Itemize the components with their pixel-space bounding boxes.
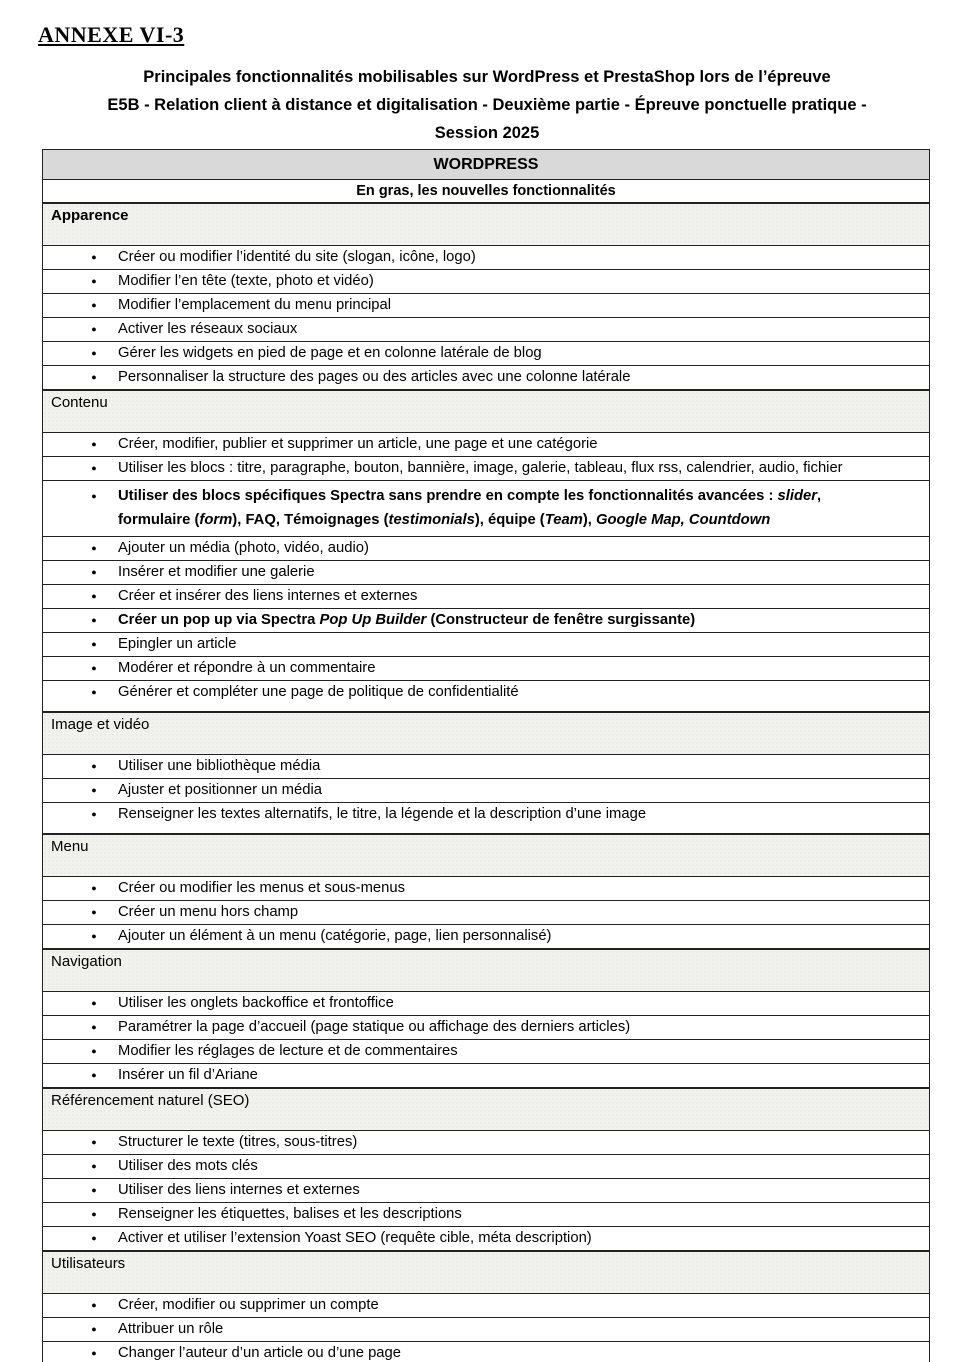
- bullet-icon: ●: [91, 1324, 97, 1334]
- section-title: Utilisateurs: [51, 1255, 126, 1272]
- document-title-line-3: Session 2025: [434, 124, 540, 142]
- item-label: Gérer les widgets en pied de page et en colonne latérale de blog: [118, 345, 542, 361]
- bullet-icon: ●: [91, 1046, 97, 1056]
- document-title: [0, 63, 974, 147]
- item-label: Structurer le texte (titres, sous-titres): [118, 1134, 358, 1150]
- table-header: WORDPRESS: [43, 150, 929, 180]
- table-row: [43, 1040, 929, 1064]
- table-row: [43, 481, 929, 537]
- table-row: [43, 901, 929, 925]
- item-label: Modifier l’en tête (texte, photo et vidéo): [118, 273, 374, 289]
- table-row: [43, 992, 929, 1016]
- item-label: Générer et compléter une page de politique de confidentialité: [118, 684, 519, 700]
- item-label: Utiliser les blocs : titre, paragraphe, bouton, bannière, image, galerie, tableau, flux rss, calendrier, audio, fichier: [118, 460, 843, 476]
- table-row: [43, 246, 929, 270]
- table-row: [43, 1203, 929, 1227]
- document-title-line-1: Principales fonctionnalités mobilisables sur WordPress et PrestaShop lors de l’épreuve: [143, 68, 831, 86]
- bullet-icon: ●: [91, 615, 97, 625]
- table-row: [43, 755, 929, 779]
- bullet-icon: ●: [91, 809, 97, 819]
- table-row: [43, 433, 929, 457]
- item-label: Créer ou modifier les menus et sous-menus: [118, 880, 406, 896]
- bullet-icon: ●: [91, 1209, 97, 1219]
- bullet-icon: ●: [91, 761, 97, 771]
- table-row: [43, 366, 929, 390]
- table-subheader: En gras, les nouvelles fonctionnalités: [43, 180, 929, 203]
- bullet-icon: ●: [91, 639, 97, 649]
- item-label: Personnaliser la structure des pages ou des articles avec une colonne latérale: [118, 369, 631, 385]
- table-row: [43, 803, 929, 834]
- item-label: Epingler un article: [118, 636, 237, 652]
- table-row: [43, 585, 929, 609]
- table-row: [43, 1155, 929, 1179]
- section-title: Contenu: [51, 394, 108, 411]
- item-label: Paramétrer la page d’accueil (page statique ou affichage des derniers articles): [118, 1019, 631, 1035]
- item-label: Créer, modifier, publier et supprimer un article, une page et une catégorie: [118, 436, 598, 452]
- section-title: Navigation: [51, 953, 122, 970]
- item-label: Modifier les réglages de lecture et de commentaires: [118, 1043, 458, 1059]
- item-label: Utiliser des blocs spécifiques Spectra sans prendre en compte les fonctionnalités avancées : slider, formulaire (form), FAQ, Témoignages (testimonials), équipe (Team), Google Map, Countdown: [118, 488, 822, 528]
- item-label: Ajouter un média (photo, vidéo, audio): [118, 540, 369, 556]
- bullet-icon: ●: [91, 1161, 97, 1171]
- bullet-icon: ●: [91, 463, 97, 473]
- table-row: [43, 318, 929, 342]
- table-row: [43, 1179, 929, 1203]
- bullet-icon: ●: [91, 785, 97, 795]
- section-header-referencement-seo: [43, 1088, 929, 1131]
- item-label: Modifier l’emplacement du menu principal: [118, 297, 392, 313]
- wordpress-table: [42, 149, 930, 1362]
- item-label: Renseigner les textes alternatifs, le titre, la légende et la description d’une image: [118, 806, 647, 822]
- table-row: [43, 681, 929, 712]
- bullet-icon: ●: [91, 348, 97, 358]
- bullet-icon: ●: [91, 276, 97, 286]
- bullet-icon: ●: [91, 1233, 97, 1243]
- annex-label: ANNEXE VI-3: [38, 22, 185, 47]
- table-row: [43, 1227, 929, 1251]
- bullet-icon: ●: [91, 1137, 97, 1147]
- bullet-icon: ●: [91, 907, 97, 917]
- bullet-icon: ●: [91, 663, 97, 673]
- table-body: [43, 203, 929, 1362]
- table-row: [43, 1342, 929, 1362]
- bullet-icon: ●: [91, 1185, 97, 1195]
- table-row: [43, 537, 929, 561]
- section-header-contenu: [43, 390, 929, 433]
- item-label: Utiliser des liens internes et externes: [118, 1182, 360, 1198]
- bullet-icon: ●: [91, 1070, 97, 1080]
- table-row: [43, 561, 929, 585]
- table-row: [43, 457, 929, 481]
- item-label: Créer un menu hors champ: [118, 904, 299, 920]
- table-row: [43, 1294, 929, 1318]
- bullet-icon: ●: [91, 491, 97, 501]
- table-row: [43, 877, 929, 901]
- section-title: Menu: [51, 838, 89, 855]
- bullet-icon: ●: [91, 1300, 97, 1310]
- item-label: Activer les réseaux sociaux: [118, 321, 298, 337]
- item-label: Ajuster et positionner un média: [118, 782, 322, 798]
- bullet-icon: ●: [91, 324, 97, 334]
- table-row: [43, 270, 929, 294]
- section-header-menu: [43, 834, 929, 877]
- bullet-icon: ●: [91, 567, 97, 577]
- table-row: [43, 779, 929, 803]
- item-label: Insérer un fil d’Ariane: [118, 1067, 258, 1083]
- item-label: Créer et insérer des liens internes et externes: [118, 588, 418, 604]
- item-label: Créer, modifier ou supprimer un compte: [118, 1297, 379, 1313]
- table-row: [43, 925, 929, 949]
- bullet-icon: ●: [91, 300, 97, 310]
- item-label: Utiliser des mots clés: [118, 1158, 258, 1174]
- section-title: Apparence: [51, 207, 129, 224]
- bullet-icon: ●: [91, 543, 97, 553]
- bullet-icon: ●: [91, 1348, 97, 1358]
- item-label: Ajouter un élément à un menu (catégorie, page, lien personnalisé): [118, 928, 552, 944]
- table-row: [43, 609, 929, 633]
- item-label: Modérer et répondre à un commentaire: [118, 660, 376, 676]
- bullet-icon: ●: [91, 439, 97, 449]
- item-label: Attribuer un rôle: [118, 1321, 224, 1337]
- table-row: [43, 1016, 929, 1040]
- bullet-icon: ●: [91, 252, 97, 262]
- table-row: [43, 1318, 929, 1342]
- bullet-icon: ●: [91, 372, 97, 382]
- table-row: [43, 1064, 929, 1088]
- item-label: Insérer et modifier une galerie: [118, 564, 315, 580]
- section-header-navigation: [43, 949, 929, 992]
- item-label: Créer ou modifier l’identité du site (slogan, icône, logo): [118, 249, 476, 265]
- document-title-line-2: E5B - Relation client à distance et digitalisation - Deuxième partie - Épreuve ponctuelle pratique -: [107, 96, 867, 114]
- bullet-icon: ●: [91, 931, 97, 941]
- table-row: [43, 633, 929, 657]
- table-row: [43, 1131, 929, 1155]
- section-header-apparence: [43, 203, 929, 246]
- section-title: Référencement naturel (SEO): [51, 1092, 250, 1109]
- bullet-icon: ●: [91, 883, 97, 893]
- item-label: Utiliser les onglets backoffice et frontoffice: [118, 995, 394, 1011]
- section-header-utilisateurs: [43, 1251, 929, 1294]
- item-label: Activer et utiliser l’extension Yoast SEO (requête cible, méta description): [118, 1230, 592, 1246]
- item-label: Renseigner les étiquettes, balises et les descriptions: [118, 1206, 462, 1222]
- item-label: Créer un pop up via Spectra Pop Up Builder (Constructeur de fenêtre surgissante): [118, 612, 696, 628]
- table-row: [43, 342, 929, 366]
- bullet-icon: ●: [91, 591, 97, 601]
- table-row: [43, 657, 929, 681]
- bullet-icon: ●: [91, 687, 97, 697]
- section-title: Image et vidéo: [51, 716, 150, 733]
- section-header-image-et-video: [43, 712, 929, 755]
- bullet-icon: ●: [91, 998, 97, 1008]
- table-row: [43, 294, 929, 318]
- item-label: Utiliser une bibliothèque média: [118, 758, 321, 774]
- item-label: Changer l’auteur d’un article ou d’une page: [118, 1345, 401, 1361]
- bullet-icon: ●: [91, 1022, 97, 1032]
